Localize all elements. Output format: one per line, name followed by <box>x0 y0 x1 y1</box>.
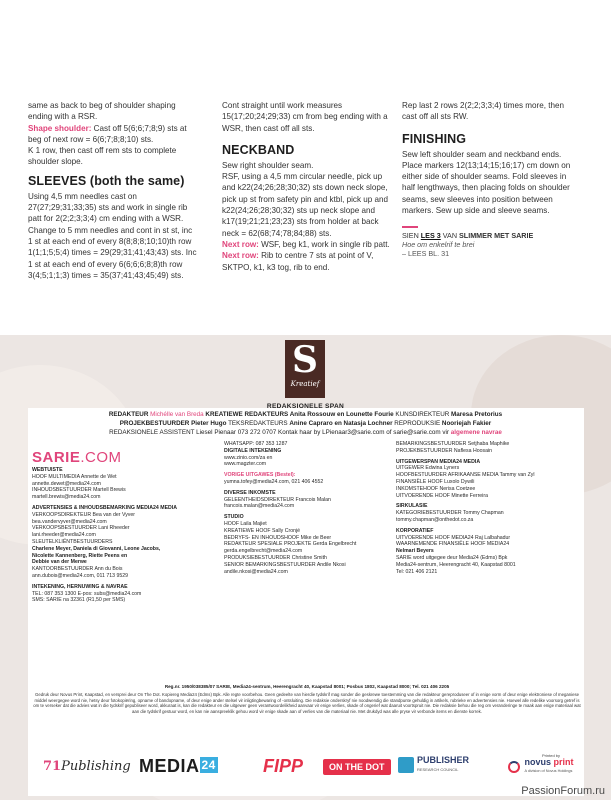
staff-entry: andile.nkosi@media24.com <box>224 568 288 575</box>
body-paragraph: K 1 row, then cast off rem sts to complete shoulder slope. <box>28 146 177 167</box>
editorial-team-title: REDAKSIONELE SPAN <box>266 403 345 410</box>
editorial-credits-line-1: REDAKTEUR Michélle van Breda KREATIEWE REDAKTEURS Anita Rossouw en Lounette Fourie KUNSDIREKTEUR Maresa Pretorius <box>108 411 503 418</box>
body-paragraph: Change to 5 mm needles and cont in st st, inc 1 st at each end of every 8(8;8;8;10;10)th row 1(1;1;5;5;4) times = 29(29;31;41;43;43) sts. Inc 1 st at each end of every 6(6;6;6;8;8)th row 3(4;5;1;1;3) times = 35(37;41;43;45;49) sts. <box>28 225 197 280</box>
article-column-2 <box>222 100 392 273</box>
shape-shoulder-label: Shape shoulder: <box>28 123 92 133</box>
staff-entry: PRODUKSIEBESTUURDER Christine Smith <box>224 554 327 561</box>
media24-logo: MEDIA 24 <box>139 756 216 776</box>
article-column-1 <box>28 100 198 281</box>
staff-heading: STUDIO <box>224 514 244 521</box>
staff-entry: bea.vandervyver@media24.com <box>32 518 107 525</box>
staff-heading: SIRKULASIE <box>396 503 428 510</box>
publisher-icon <box>398 757 414 773</box>
on-the-dot-logo: ON THE DOT <box>323 759 391 775</box>
staff-entry: TEL: 087 353 1300 E-pos: subs@media24.com <box>32 590 142 597</box>
staff-entry: www.magzter.com <box>224 461 267 468</box>
staff-entry: INHOUDSBESTUURDER Martell Brewis <box>32 487 126 494</box>
staff-entry: HOOF Laila Majiet <box>224 520 267 527</box>
next-row-label: Next row: <box>222 239 259 249</box>
staff-entry: martell.brewis@media24.com <box>32 494 101 501</box>
staff-entry: SENIOR BEMARKINGSBESTUURDER Andile Nkosi <box>224 561 346 568</box>
body-paragraph: same as back to beg of shoulder shaping ending with a RSR. <box>28 101 176 122</box>
legal-disclaimer: Gedruk deur Novus Print, Kaapstad, en versprei deur On The Dot. Kopiereg Media24 (Edms) Bpk. Alle regte voorbehou. Geen gedeelte van hierdie tydskrif mag sonder die geskrewe toestemming van die redakteur gereproduseer of in enige vorm of deur enige elektroniese of meganiese middel weergegee word nie, hetsy deur fotokopiëring, opname of bandopname, of deur enige ander stelsel vir inligtingbewaring of -ontsluiting. Die redaksie onderskryf nie noodwendig die standpunte gehuldig in artikels, rubrieke en advertensies nie. Hoewel alle redelike voorsorg getref is om te verseker dat die advies wat in die tydskrif gepubliseer word, akkuraat is, kan die redakteur en die uitgewer geen verantwoordelikheid aanvaar vir enige verlies, skade of ongerief wat daaruit voortspruit nie. Die redaksie behou die reg om veranderinge te maak aan enige materiaal wat aan die tydskrif gestuur word, en kan nie aanspreeklik gehou word vir enige skade aan of verlies van die materiaal nie. Met drukdyd was alle pryse vir verbonde items en dienste korrek. <box>33 692 581 714</box>
staff-entry: Tel: 021 406 2121 <box>396 568 438 575</box>
staff-entry: KATEGORIEBESTUURDER Tommy Chapman <box>396 510 504 517</box>
staff-entry: REDAKTEUR SPESIALE PROJEKTE Gerda Engelbrecht <box>224 541 357 548</box>
next-row-label: Next row: <box>222 251 259 261</box>
article-column-3 <box>402 100 572 258</box>
staff-heading: KORPORATIEF <box>396 527 434 534</box>
cross-reference-box <box>402 226 572 258</box>
body-paragraph <box>222 250 392 273</box>
body-text: Rib to centre 7 sts at point of V, SKTPO, k1, k3 tog, rib to end. <box>222 251 374 272</box>
staff-entry: tommy.chapman@onthedot.co.za <box>396 516 474 523</box>
staff-entry: SARIE word uitgegee deur Media24 (Edms) Bpk <box>396 554 508 561</box>
staff-entry: UITGEWER Edwina Lyners <box>396 465 460 472</box>
novus-ring-icon <box>508 761 520 773</box>
staff-entry: GELEENTHEIDSDIREKTEUR Francois Malan <box>224 496 331 503</box>
site-watermark: PassionForum.ru <box>521 785 605 797</box>
staff-heading: UITGEWERSPAN MEDIA24 MEDIA <box>396 458 481 465</box>
staff-entry: SMS: SARIE na 32361 (R1,50 per SMS) <box>32 597 126 604</box>
cross-reference-page: – LEES BL. 31 <box>402 249 450 259</box>
staff-entry: KREATIEWE HOOF Sally Cronjé <box>224 527 301 534</box>
staff-entry: www.zinio.com/za en <box>224 454 273 461</box>
body-paragraph: Rep last 2 rows 2(2;2;3;3;4) times more, then cast off all sts RW. <box>402 101 564 122</box>
staff-heading: ADVERTENSIES & INHOUDSBEMARKING MEDIA24 MEDIA <box>32 504 177 511</box>
staff-column-3 <box>396 441 586 575</box>
neckband-heading: NECKBAND <box>222 142 295 157</box>
body-paragraph: Sew right shoulder seam. <box>222 160 314 170</box>
staff-entry: SLEUTELKLIËNTBESTUURDERS <box>32 538 113 545</box>
staff-entry: HOOFBESTUURDER AFRIKAANSE MEDIA Tammy van Zyl <box>396 472 535 479</box>
staff-entry: annette.dewet@media24.com <box>32 480 101 487</box>
editorial-credits-line-2: PROJEKBESTUURDER Pieter Hugo TEKSREDAKTEURS Anine Capraro en Natasja Lochner REPRODUKSIE Nooriejah Fakier <box>119 420 492 427</box>
staff-entry: lani.rheeder@media24.com <box>32 532 96 539</box>
sarie-kreatief-logo: S Kreatief <box>285 340 325 398</box>
accent-rule <box>402 226 418 228</box>
staff-entry: francois.malan@media24.com <box>224 503 295 510</box>
staff-heading: INTEKENING, HERNUWING & NAVRAE <box>32 583 128 590</box>
cross-reference-title: SIEN LES 3 VAN SLIMMER MET SARIE <box>402 231 534 241</box>
staff-heading: Charlene Meyer, Daniela di Giovanni, Leone Jacobs, <box>32 545 161 552</box>
editorial-credits-line-3: REDAKSIONELE ASSISTENT Liesel Pienaar 073 272 0707 Kontak haar by LPienaar3@sarie.com of sarie@sarie.com vir algemene navrae <box>109 429 502 436</box>
staff-heading: Nicolette Kannenberg, Riette Peens en <box>32 552 128 559</box>
staff-entry: WHATSAPP: 087 353 1287 <box>224 441 288 447</box>
staff-column-2 <box>224 441 374 575</box>
fipp-logo: FIPP <box>263 756 304 776</box>
staff-entry: VERKOOPSBESTUURDER Lani Rheeder <box>32 525 130 532</box>
staff-heading: Debbie van der Merwe <box>32 559 87 566</box>
staff-entry: INKOMSTEHOOF Nerisa Coetzee <box>396 485 476 492</box>
staff-entry: ann.dubois@media24.com, 011 713 9529 <box>32 572 129 579</box>
staff-entry: gerda.engelbrecht@media24.com <box>224 548 303 555</box>
publisher-research-council-logo: PUBLISHER RESEARCH COUNCIL <box>398 756 469 774</box>
body-paragraph <box>28 123 198 146</box>
71-publishing-logo: 71Publishing <box>43 759 131 774</box>
staff-entry: KANTOORBESTUURDER Ann du Bois <box>32 566 123 573</box>
staff-heading: Nelmari Beyers <box>396 548 434 555</box>
sarie-com-logo: SARIE.COM <box>32 449 122 466</box>
finishing-heading: FINISHING <box>402 131 467 146</box>
staff-entry: yumna.tofey@media24.com, 021 406 4552 <box>224 478 324 485</box>
staff-column-1 <box>32 467 197 604</box>
staff-heading: DIGITALE INTEKENING <box>224 447 282 454</box>
sleeves-heading: SLEEVES (both the same) <box>28 173 185 188</box>
staff-heading: VORIGE UITGAWES (Bestel): <box>224 472 296 479</box>
article-columns <box>28 100 590 330</box>
cross-reference-subtitle: Hoe om enkelrif te brei <box>402 240 475 250</box>
staff-entry: BEDRYFS- EN INHOUDSHOOF Mike de Beer <box>224 534 332 541</box>
staff-entry: BEMARKINGSBESTUURDER Setjhaba Maphike <box>396 441 510 447</box>
body-paragraph: Sew left shoulder seam and neckband ends. Place markers 12(13;14;15;16;17) cm down on either side of shoulder seams. Fold sleeves in half lengthways, then placing folds on shoulder seams, sew sleeves into position between markers. Sew up side and sleeve seams. <box>402 149 571 216</box>
novus-print-logo: Printed by novus print A division of Novus Holdings <box>508 753 573 776</box>
partner-logos <box>0 753 611 787</box>
staff-entry: UITVOERENDE HOOF Minette Ferreira <box>396 492 488 499</box>
staff-heading: DIVERSE INKOMSTE <box>224 489 276 496</box>
staff-entry: Media24-sentrum, Heerengracht 40, Kaapstad 8001 <box>396 561 516 568</box>
body-text: Cast off 5(6;6;7;8;9) sts at beg of next row = 6(6;7;8;8;10) sts. <box>28 123 187 144</box>
staff-entry: VERKOOPSDIREKTEUR Bea van der Vyver <box>32 511 136 518</box>
registration-line: Reg.nr. 1950/038385/07 SARIE, Media24-sentrum, Heerengracht 40, Kaapstad 8001; Posbus 1802, Kaapstad 8000; Tel. 021 406 2205 <box>164 684 450 689</box>
body-paragraph: Cont straight until work measures 15(17;20;24;29;33) cm from beg ending with a WSR, then cast off all sts. <box>222 101 388 133</box>
staff-entry: WAARNEMENDE FINANSIËLE HOOF MEDIA24 <box>396 541 510 548</box>
body-paragraph: Using 4,5 mm needles cast on 27(27;29;31;33;35) sts and work in single rib patt for 2(2;2;3;3;4) cm ending with a WSR. <box>28 191 188 224</box>
body-paragraph: RSF, using a 4,5 mm circular needle, pick up and k22(24;26;28;30;32) sts down neck slope, pick up st from safety pin and ktbl, pick up and k22(24;26;28;30;32) sts up neck slope and k17(19;21;21;23;23) sts from holder at back neck = 62(68;74;78;84;88) sts. <box>222 172 389 238</box>
staff-entry: HOOF MULTIMEDIA Annette de Wet <box>32 473 117 480</box>
staff-entry: FINANSIËLE HOOF Luxolo Dywili <box>396 478 475 485</box>
body-text: WSF, beg k1, work in single rib patt. <box>258 239 390 249</box>
staff-entry: UITVOERENDE HOOF MEDIA24 Raj Lalbahadur <box>396 534 511 541</box>
staff-entry: PROJEKBESTUURDER Naflesa Hoosain <box>396 447 492 454</box>
staff-heading: WEBTUISTE <box>32 467 63 473</box>
body-paragraph <box>222 239 392 250</box>
